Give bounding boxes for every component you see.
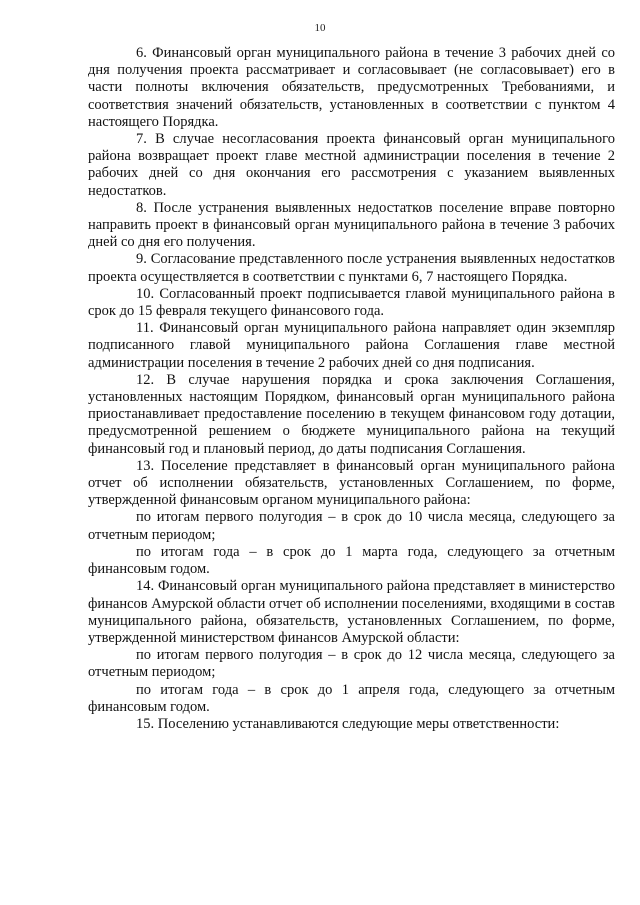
paragraph-14-year: по итогам года – в срок до 1 апреля года, следующего за отчетным финансовым годом. <box>88 681 615 715</box>
paragraph-7: 7. В случае несогласования проекта финансовый орган муниципального района возвращает проект главе местной администрации поселения в течение 2 рабочих дней со дня окончания его рассмотрения с указанием выявленных недостатков. <box>88 131 615 199</box>
paragraph-8: 8. После устранения выявленных недостатков поселение вправе повторно направить проект в финансовый орган муниципального района в течение 3 рабочих дней со дня его получения. <box>88 199 615 251</box>
paragraph-13: 13. Поселение представляет в финансовый орган муниципального района отчет об исполнении обязательств, установленных Соглашением, по форме, утвержденной финансовым органом муниципального района: <box>88 457 615 509</box>
paragraph-13-half-year: по итогам первого полугодия – в срок до 10 числа месяца, следующего за отчетным периодом; <box>88 509 615 543</box>
page-number: 10 <box>314 22 326 34</box>
document-text <box>88 45 615 733</box>
paragraph-12: 12. В случае нарушения порядка и срока заключения Соглашения, установленных настоящим Порядком, финансовый орган муниципального района приостанавливает предоставление поселению в текущем финансовом году дотации, предусмотренной решением о бюджете муниципального района на текущий финансовый год и плановый период, до даты подписания Соглашения. <box>88 371 615 457</box>
paragraph-9: 9. Согласование представленного после устранения выявленных недостатков проекта осуществляется в соответствии с пунктами 6, 7 настоящего Порядка. <box>88 251 615 285</box>
paragraph-10: 10. Согласованный проект подписывается главой муниципального района в срок до 15 февраля текущего финансового года. <box>88 285 615 320</box>
paragraph-13-year: по итогам года – в срок до 1 марта года, следующего за отчетным финансовым годом. <box>88 543 615 578</box>
paragraph-11: 11. Финансовый орган муниципального района направляет один экземпляр подписанного главой муниципального района Соглашения главе местной администрации поселения в течение 2 рабочих дней со дня подписания. <box>88 320 615 371</box>
paragraph-6: 6. Финансовый орган муниципального района в течение 3 рабочих дней со дня получения проекта рассматривает и согласовывает (не согласовывает) его в части полноты включения обязательств, предусмотренных Требованиями, и соответствия значений обязательств, установленных в соответствии с пунктом 4 настоящего Порядка. <box>88 45 615 130</box>
paragraph-15: 15. Поселению устанавливаются следующие меры ответственности: <box>136 715 560 732</box>
paragraph-14-half-year: по итогам первого полугодия – в срок до 12 числа месяца, следующего за отчетным периодом; <box>88 647 615 681</box>
paragraph-14: 14. Финансовый орган муниципального района представляет в министерство финансов Амурской области отчет об исполнении поселениями, входящими в состав муниципального района, обязательств, установленных Соглашением, по форме, утвержденной министерством финансов Амурской области: <box>88 578 615 646</box>
